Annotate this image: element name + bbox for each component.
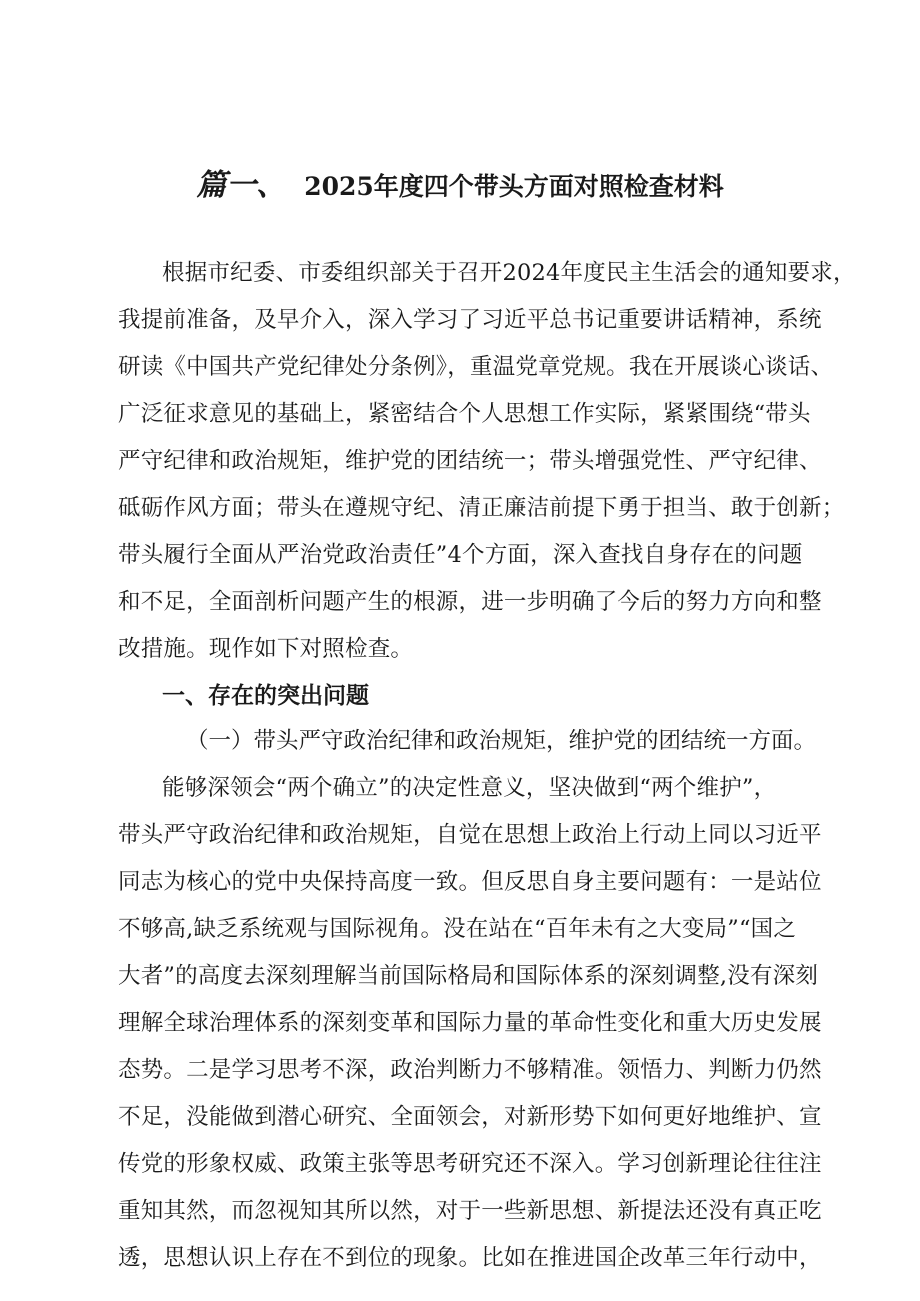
body-line: 不够高,缺乏系统观与国际视角。没在站在“百年未有之大变局”“国之	[118, 916, 797, 942]
body-line: 同志为核心的党中央保持高度一致。但反思自身主要问题有：一是站位	[118, 869, 822, 895]
intro-line: 带头履行全面从严治党政治责任”4个方面，深入查找自身存在的问题	[118, 542, 803, 568]
body-line: 传党的形象权威、政策主张等思考研究还不深入。学习创新理论往往注	[118, 1151, 822, 1177]
body-line: 带头严守政治纪律和政治规矩，自觉在思想上政治上行动上同以习近平	[118, 822, 822, 848]
intro-line: 广泛征求意见的基础上，紧密结合个人思想工作实际，紧紧围绕“带头	[118, 401, 811, 427]
body-line: 不足，没能做到潜心研究、全面领会，对新形势下如何更好地维护、宣	[118, 1104, 822, 1130]
intro-line: 和不足，全面剖析问题产生的根源，进一步明确了今后的努力方向和整	[118, 589, 822, 615]
body-line: 理解全球治理体系的深刻变革和国际力量的革命性变化和重大历史发展	[118, 1010, 822, 1036]
body-line: 态势。二是学习思考不深，政治判断力不够精准。领悟力、判断力仍然	[118, 1057, 822, 1083]
body-line: 透，思想认识上存在不到位的现象。比如在推进国企改革三年行动中，	[118, 1245, 822, 1271]
section-heading: 一、存在的突出问题	[162, 683, 369, 709]
intro-line: 改措施。现作如下对照检查。	[118, 636, 414, 662]
document-title	[0, 160, 920, 204]
intro-line: 砥砺作风方面；带头在遵规守纪、清正廉洁前提下勇于担当、敢于创新；	[118, 495, 845, 521]
title-text: 2025年度四个带头方面对照检查材料	[304, 172, 724, 201]
body-line: 能够深领会“两个确立”的决定性意义，坚决做到“两个维护”，	[162, 775, 777, 801]
subsection-heading: （一）带头严守政治纪律和政治规矩，维护党的团结统一方面。	[186, 728, 817, 754]
intro-line: 研读《中国共产党纪律处分条例》，重温党章党规。我在开展谈心谈话、	[118, 354, 834, 380]
intro-line: 根据市纪委、市委组织部关于召开2024年度民主生活会的通知要求，	[162, 260, 856, 286]
title-prefix: 篇一、	[196, 168, 287, 203]
intro-line: 严守纪律和政治规矩，维护党的团结统一；带头增强党性、严守纪律、	[118, 448, 822, 474]
body-line: 大者”的高度去深刻理解当前国际格局和国际体系的深刻调整,没有深刻	[118, 963, 819, 989]
body-line: 重知其然，而忽视知其所以然，对于一些新思想、新提法还没有真正吃	[118, 1198, 822, 1224]
intro-line: 我提前准备，及早介入，深入学习了习近平总书记重要讲话精神，系统	[118, 307, 822, 333]
